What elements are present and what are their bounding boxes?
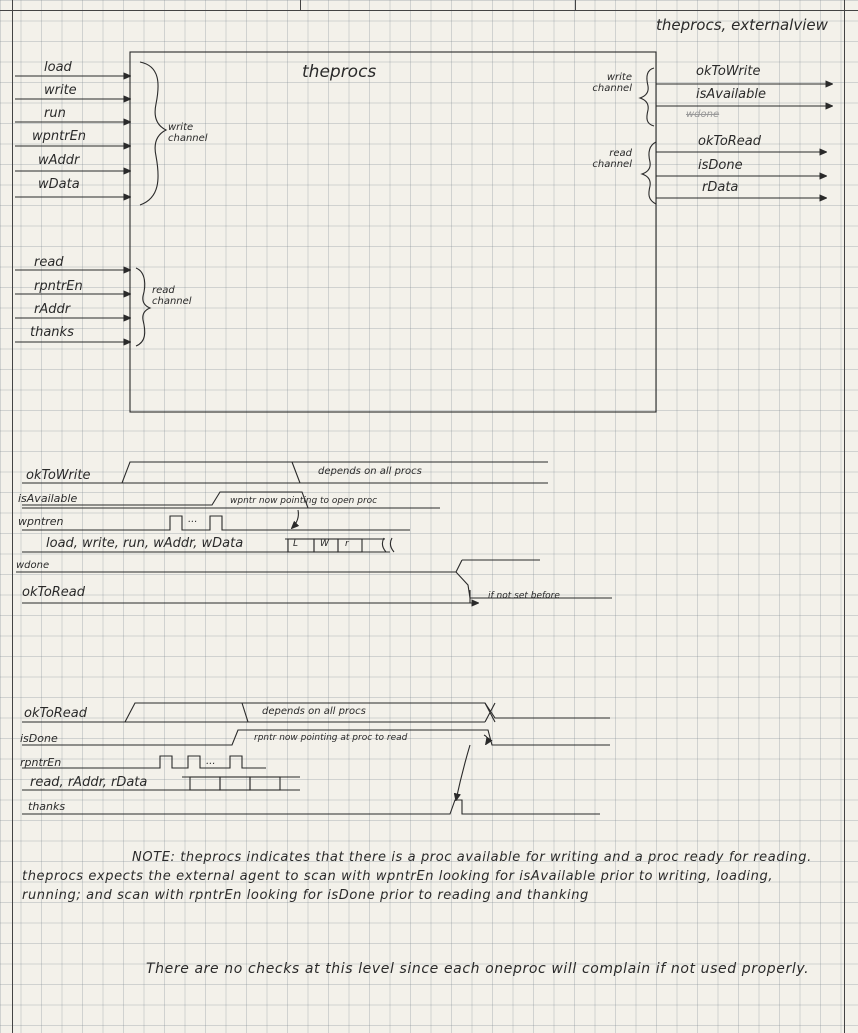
timing1-note: depends on all procs bbox=[318, 466, 422, 477]
wave-wpntren bbox=[22, 516, 410, 530]
write-channel-brace bbox=[140, 62, 166, 205]
bus-box-label: r bbox=[345, 539, 349, 549]
write-input-label: wAddr bbox=[38, 153, 80, 168]
wave-thanks bbox=[22, 800, 600, 814]
timing1-signal-label: wpntren bbox=[18, 515, 64, 528]
readbus-box-3 bbox=[250, 777, 280, 790]
write-input-label: wpntrEn bbox=[32, 129, 87, 144]
bus-break-marks bbox=[382, 538, 394, 552]
bus-box-l bbox=[288, 539, 314, 552]
wave-wdone-rise bbox=[456, 560, 462, 572]
timing1-note: wpntr now pointing to open proc bbox=[230, 496, 378, 506]
note-paragraph: There are no checks at this level since each oneproc will complain if not used properly. bbox=[146, 961, 810, 977]
write-input-label: load bbox=[44, 60, 72, 75]
output-label: isDone bbox=[698, 158, 743, 173]
timing2-ellipsis: ... bbox=[206, 756, 216, 767]
theprocs-block bbox=[130, 52, 656, 412]
read-out-channel-label: read channel bbox=[592, 148, 632, 170]
read-input-label: thanks bbox=[30, 325, 74, 340]
read-input-label: rAddr bbox=[34, 302, 71, 317]
write-out-channel-label: write channel bbox=[592, 72, 632, 94]
timing2-signal-label: thanks bbox=[28, 800, 66, 813]
page-title: theprocs, externalview bbox=[656, 16, 828, 34]
note-paragraph: NOTE: theprocs indicates that there is a proc available for writing and a proc ready for reading. theprocs expects the external agent to scan with wpntrEn looking for isAvailable prior to writing, loading, running; and scan with rpntrEn looking for isDone prior to reading and thanking bbox=[22, 850, 812, 903]
wave-oktowrite-high bbox=[22, 462, 548, 483]
oktoread-if-arrow bbox=[470, 590, 478, 603]
timing1-signal-label: load, write, run, wAddr, wData bbox=[46, 536, 244, 551]
write-out-brace bbox=[640, 68, 654, 126]
output-label: rData bbox=[702, 180, 739, 195]
timing2-note: rpntr now pointing at proc to read bbox=[254, 733, 408, 743]
struck-output-label: wdone bbox=[686, 109, 720, 120]
bus-box-r bbox=[338, 539, 362, 552]
thanks-annotation-arrow bbox=[456, 745, 470, 800]
timing2-note: depends on all procs bbox=[262, 706, 366, 717]
block-name: theprocs bbox=[302, 62, 377, 82]
write-input-label: run bbox=[44, 106, 66, 121]
write-input-label: wData bbox=[38, 177, 80, 192]
readbus-box-2 bbox=[220, 777, 250, 790]
wave-oktoread-2-cross bbox=[485, 703, 495, 722]
timing1-signal-label: okToWrite bbox=[26, 468, 91, 483]
output-label: okToWrite bbox=[696, 64, 761, 79]
timing1-signal-label: okToRead bbox=[22, 585, 86, 600]
read-out-brace bbox=[642, 142, 656, 204]
read-input-label: rpntrEn bbox=[34, 279, 83, 294]
read-channel-label: read channel bbox=[152, 285, 192, 307]
timing2-signal-label: rpntrEn bbox=[20, 756, 62, 769]
write-input-label: write bbox=[44, 83, 77, 98]
timing1-signal-label: wdone bbox=[16, 560, 50, 571]
timing2-signal-label: read, rAddr, rData bbox=[30, 775, 148, 790]
bus-box-label: W bbox=[320, 539, 329, 549]
readbus-box-1 bbox=[190, 777, 220, 790]
read-input-label: read bbox=[34, 255, 64, 270]
timing1-signal-label: isAvailable bbox=[18, 492, 78, 505]
read-channel-brace bbox=[136, 268, 150, 346]
timing2-signal-label: isDone bbox=[20, 732, 58, 745]
timing1-ellipsis: ... bbox=[188, 514, 198, 525]
output-label: okToRead bbox=[698, 134, 762, 149]
write-channel-label: write channel bbox=[168, 122, 208, 144]
isavailable-annotation-arrow bbox=[292, 510, 298, 528]
isdone-annotation-arrow bbox=[484, 735, 488, 744]
bus-box-label: L bbox=[293, 539, 299, 549]
timing2-signal-label: okToRead bbox=[24, 706, 88, 721]
timing1-note: if not set before bbox=[488, 591, 560, 601]
output-label: isAvailable bbox=[696, 87, 766, 102]
